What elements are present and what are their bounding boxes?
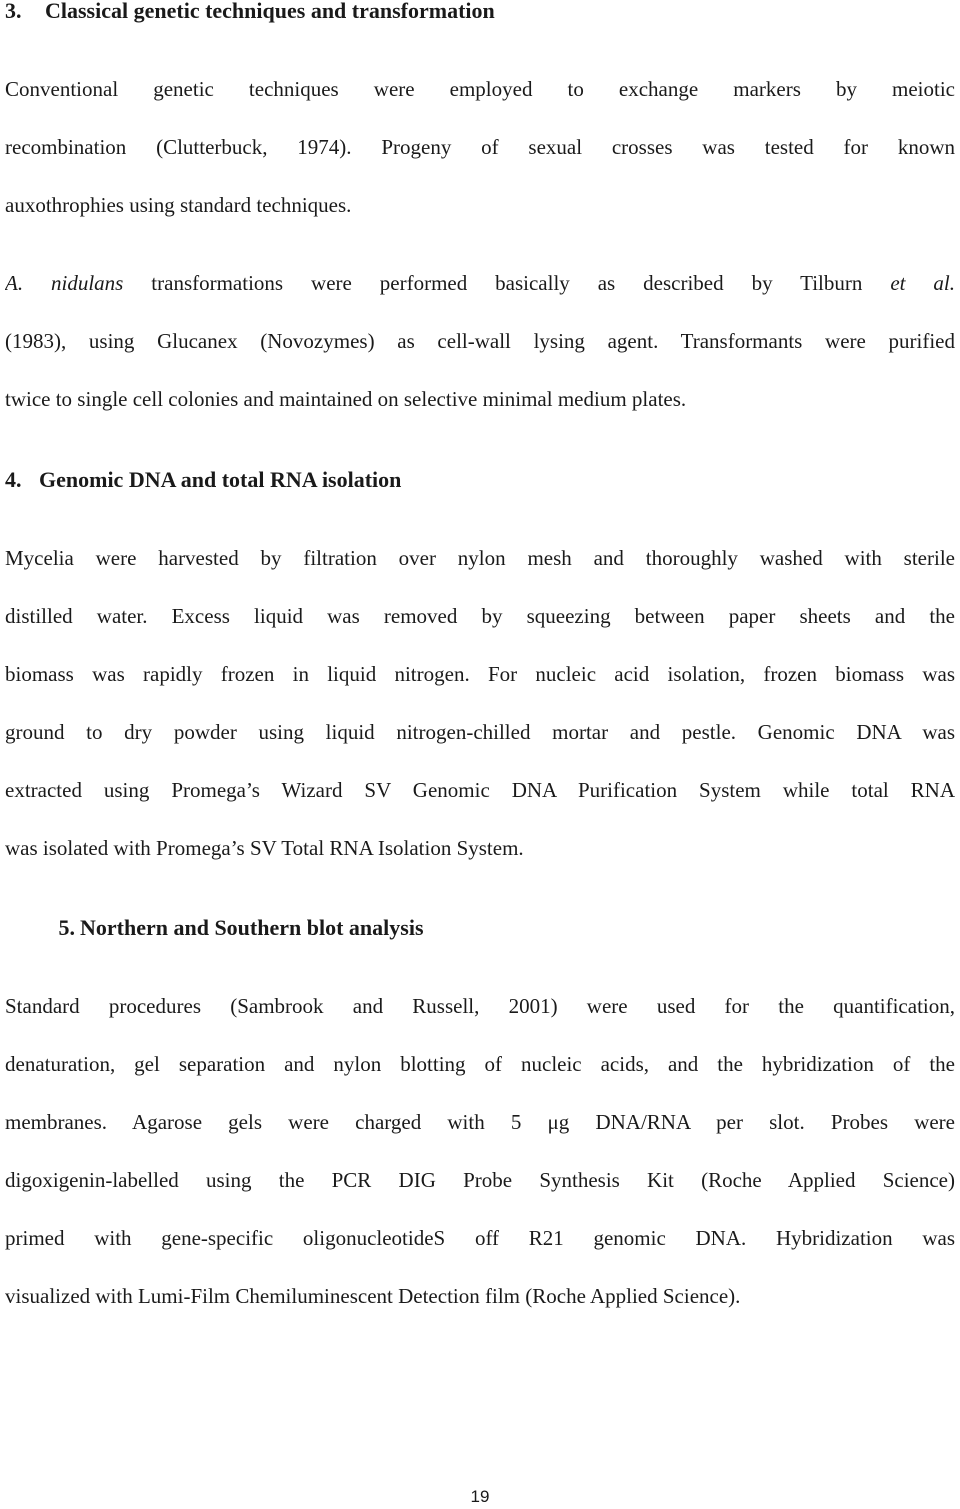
paragraph-dna-rna-isolation [5,529,955,877]
section-heading-4 [5,467,401,493]
text-line: ground to dry powder using liquid nitrogen-chilled mortar and pestle. Genomic DNA was [5,720,955,744]
section-number: 4. [5,467,22,492]
section-title: Northern and Southern blot analysis [80,915,424,940]
text-line: Conventional genetic techniques were employed to exchange markers by meiotic [5,77,955,101]
text-line: membranes. Agarose gels were charged with 5 μg DNA/RNA per slot. Probes were [5,1110,955,1134]
text-run: transformations were performed basically as described by Tilburn [123,271,891,295]
section-heading-5 [5,915,424,941]
section-number: 5. [58,915,75,940]
paragraph-genetic-techniques [5,60,955,234]
text-line: Standard procedures (Sambrook and Russell, 2001) were used for the quantification, [5,994,955,1018]
text-line: extracted using Promega’s Wizard SV Genomic DNA Purification System while total RNA [5,778,955,802]
text-line: digoxigenin-labelled using the PCR DIG Probe Synthesis Kit (Roche Applied Science) [5,1168,955,1192]
text-line: primed with gene-specific oligonucleotideS off R21 genomic DNA. Hybridization was [5,1226,955,1250]
citation-etal: et al. [890,271,955,295]
section-number: 3. [5,0,22,23]
text-line [5,254,955,312]
text-line: biomass was rapidly frozen in liquid nitrogen. For nucleic acid isolation, frozen biomass was [5,662,955,686]
section-heading-3 [5,0,495,24]
text-line: was isolated with Promega’s SV Total RNA Isolation System. [5,836,524,860]
text-line: distilled water. Excess liquid was removed by squeezing between paper sheets and the [5,604,955,628]
page-number: 19 [470,1487,490,1506]
text-line: twice to single cell colonies and maintained on selective minimal medium plates. [5,387,687,411]
text-line: auxothrophies using standard techniques. [5,193,352,217]
section-title: Genomic DNA and total RNA isolation [39,467,402,492]
text-line: denaturation, gel separation and nylon blotting of nucleic acids, and the hybridization of the [5,1052,955,1076]
section-title: Classical genetic techniques and transformation [45,0,495,23]
paragraph-transformation [5,254,955,428]
text-line: Mycelia were harvested by filtration over nylon mesh and thoroughly washed with sterile [5,546,955,570]
text-line: recombination (Clutterbuck, 1974). Progeny of sexual crosses was tested for known [5,135,955,159]
text-line: (1983), using Glucanex (Novozymes) as cell-wall lysing agent. Transformants were purified [5,329,955,353]
species-name: A. nidulans [5,271,124,295]
text-line: visualized with Lumi-Film Chemiluminescent Detection film (Roche Applied Science). [5,1284,741,1308]
paragraph-blot-analysis [5,977,955,1325]
